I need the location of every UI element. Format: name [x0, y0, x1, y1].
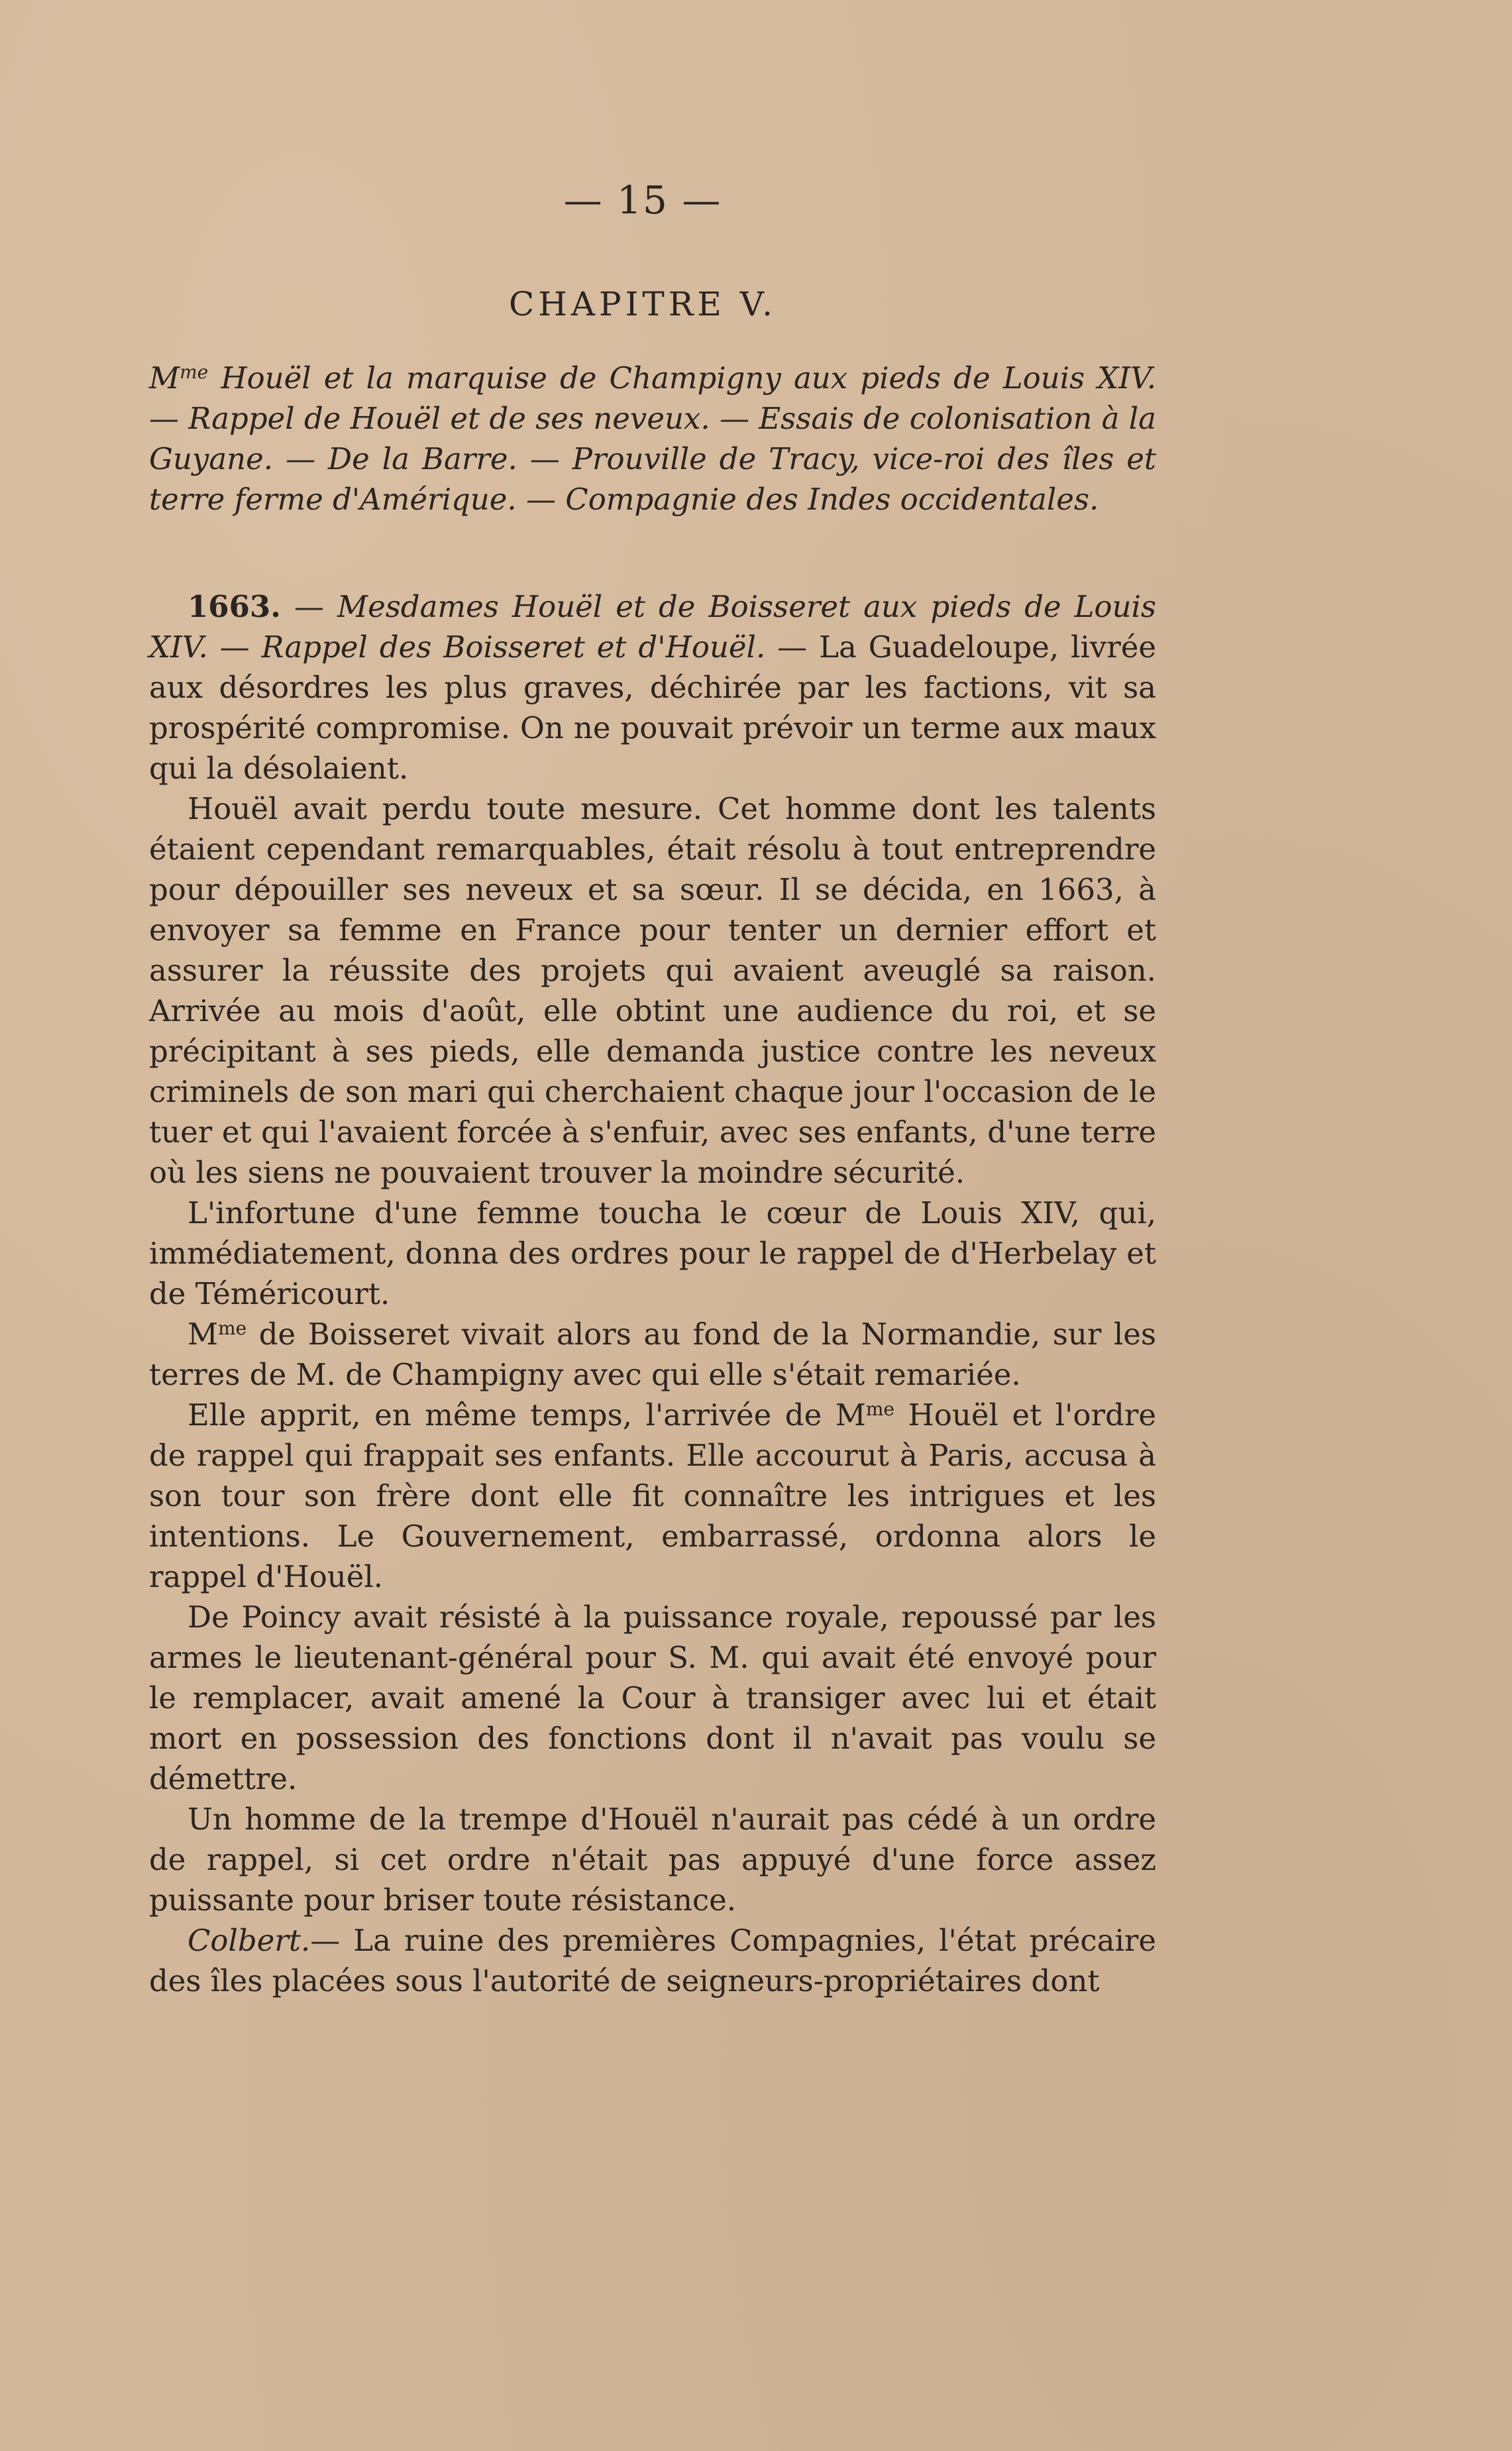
paragraph-8-text: — La ruine des premières Compagnies, l'état précaire des îles placées sous l'autorité de seigneurs-propriétaires dont	[149, 1923, 1156, 1998]
chapter-summary	[149, 358, 1156, 519]
paragraph-7: Un homme de la trempe d'Houël n'aurait pas cédé à un ordre de rappel, si cet ordre n'était pas appuyé d'une force assez puissante pour briser toute résistance.	[149, 1802, 1156, 1918]
paragraph-4	[149, 1314, 1156, 1395]
chapter-title: CHAPITRE V.	[508, 285, 777, 323]
paragraph-5	[149, 1395, 1156, 1597]
paragraph-4-text: de Boisseret vivait alors au fond de la Normandie, sur les terres de M. de Champigny avec qui elle s'était remariée.	[149, 1317, 1156, 1392]
page-number: — 15 —	[563, 178, 722, 223]
summary-text: Houël et la marquise de Champigny aux pieds de Louis XIV. — Rappel de Houël et de ses neveux. — Essais de colonisation à la Guyane. — De la Barre. — Prouville de Tracy, vice-roi des îles et terre ferme d'Amérique. — Compagnie des Indes occidentales.	[149, 360, 1156, 517]
paragraph-6: De Poincy avait résisté à la puissance royale, repoussé par les armes le lieutenant-général pour S. M. qui avait été envoyé pour le remplacer, avait amené la Cour à transiger avec lui et était mort en possession des fonctions dont il n'avait pas voulu se démettre.	[149, 1600, 1156, 1796]
paragraph-5-superscript: me	[865, 1398, 894, 1420]
paragraph-8-italic: Colbert.	[188, 1923, 311, 1958]
paragraph-5-before: Elle apprit, en même temps, l'arrivée de M	[188, 1397, 866, 1433]
paragraph-5-after: Houël et l'ordre de rappel qui frappait ses enfants. Elle accourut à Paris, accusa à son tour son frère dont elle fit connaître les intrigues et les intentions. Le Gouvernement, embarrassé, ordonna alors le rappel d'Houël.	[149, 1397, 1156, 1594]
paragraph-4-prefix: M	[188, 1317, 219, 1352]
summary-m-superscript: me	[180, 361, 209, 383]
paragraph-3: L'infortune d'une femme toucha le cœur de Louis XIV, qui, immédiatement, donna des ordres pour le rappel de d'Herbelay et de Téméricourt.	[149, 1195, 1156, 1311]
chapter-body	[149, 586, 1156, 2001]
paragraph-2: Houël avait perdu toute mesure. Cet homme dont les talents étaient cependant remarquables, était résolu à tout entreprendre pour dépouiller ses neveux et sa sœur. Il se décida, en 1663, à envoyer sa femme en France pour tenter un dernier effort et assurer la réussite des projets qui avaient aveuglé sa raison. Arrivée au mois d'août, elle obtint une audience du roi, et se précipitant à ses pieds, elle demanda justice contre les neveux criminels de son mari qui cherchaient chaque jour l'occasion de le tuer et qui l'avaient forcée à s'enfuir, avec ses enfants, d'une terre où les siens ne pouvaient trouver la moindre sécurité.	[149, 791, 1156, 1190]
year-heading: 1663.	[188, 589, 281, 624]
summary-m-prefix: M	[149, 360, 180, 396]
paragraph-1	[149, 586, 1156, 789]
paragraph-8	[149, 1920, 1156, 2001]
paragraph-4-superscript: me	[218, 1317, 247, 1339]
paragraph-1-italic: — Mesdames Houël et de Boisseret aux pieds de Louis XIV. — Rappel des Boisseret et d'Houël.	[149, 589, 1156, 665]
paragraph-1-text: — La Guadeloupe, livrée aux désordres les plus graves, déchirée par les factions, vit sa prospérité compromise. On ne pouvait prévoir un terme aux maux qui la désolaient.	[149, 629, 1157, 786]
